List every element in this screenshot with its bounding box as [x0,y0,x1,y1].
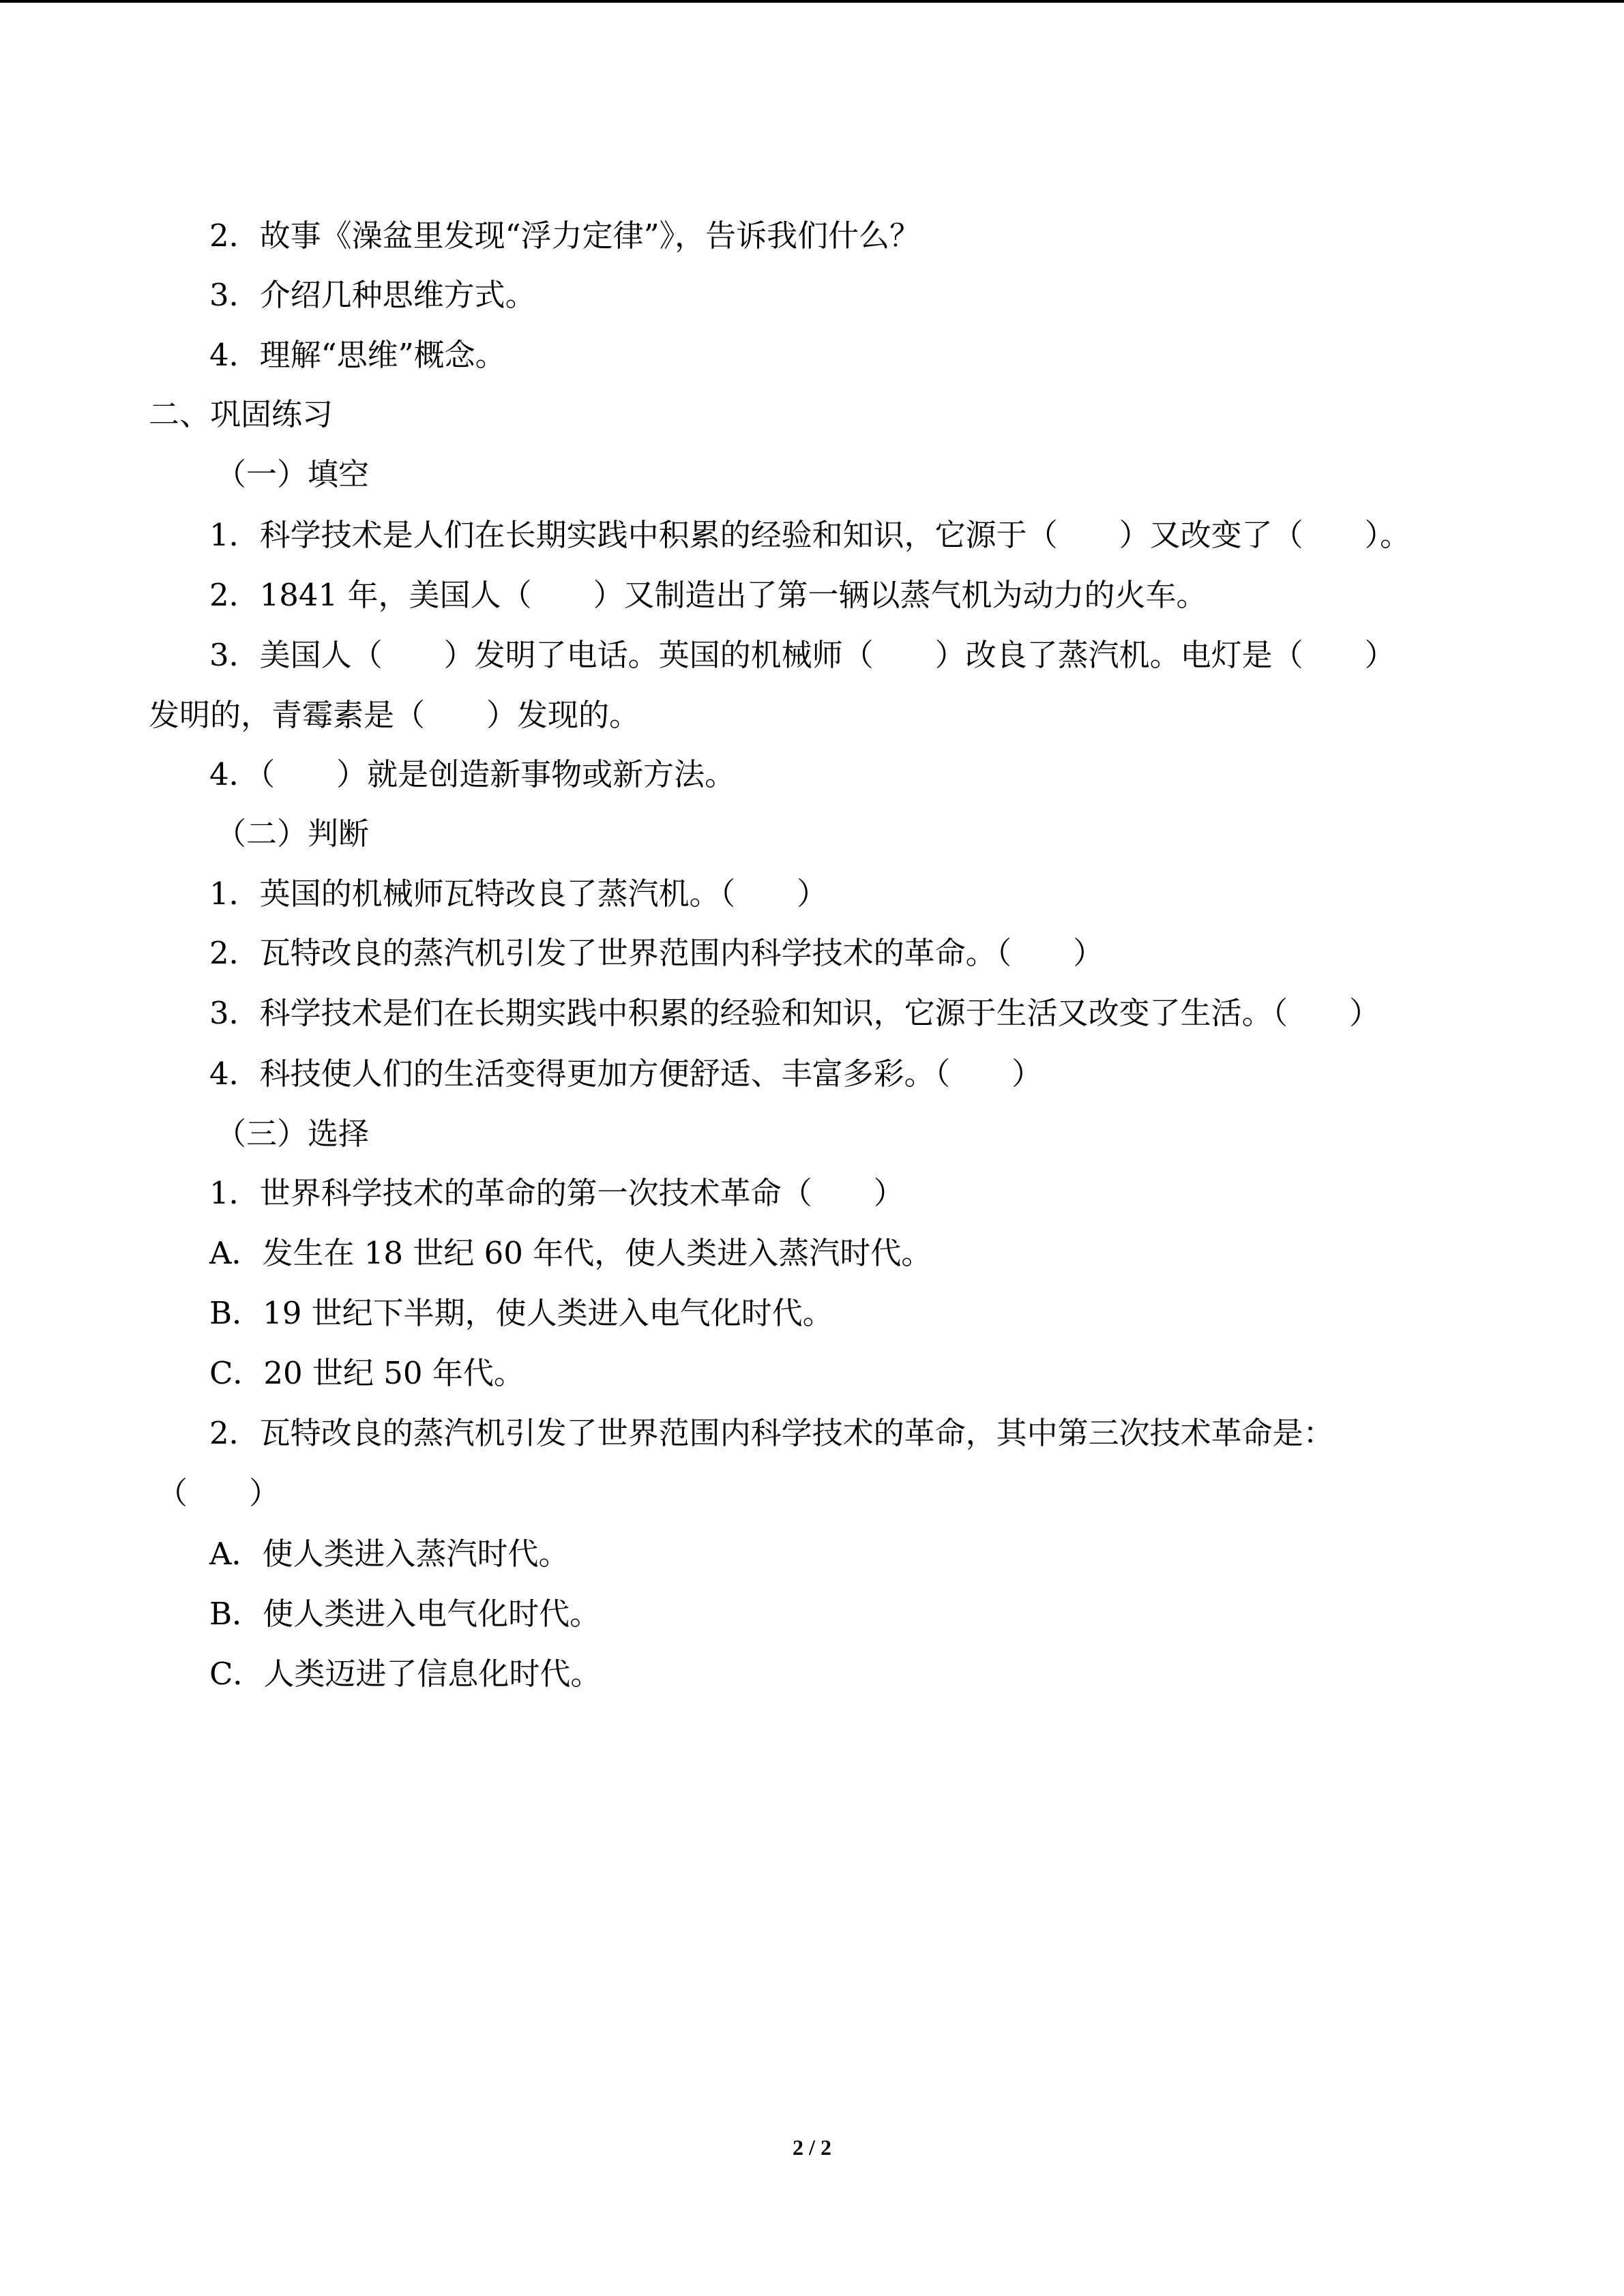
fill-question-1: 1．科学技术是人们在长期实践中积累的经验和知识，它源于（ ）又改变了（ ）。 [209,517,1411,553]
top-border-line [0,0,1624,3]
section-title-practice: 二、巩固练习 [149,396,334,432]
judge-question-4: 4．科技使人们的生活变得更加方便舒适、丰富多彩。（ ） [209,1056,1043,1092]
fill-question-2: 2．1841 年，美国人（ ）又制造出了第一辆以蒸气机为动力的火车。 [209,577,1207,613]
choice-question-2-blank: （ ） [157,1475,280,1511]
fill-question-3: 3．美国人（ ）发明了电话。英国的机械师（ ）改良了蒸汽机。电灯是（ ） [209,637,1396,673]
choice-question-1-option-b: B．19 世纪下半期，使人类进入电气化时代。 [209,1295,833,1331]
choice-question-1-option-c: C．20 世纪 50 年代。 [209,1355,525,1391]
fill-question-4: 4．（ ）就是创造新事物或新方法。 [209,756,736,792]
intro-question-3: 3．介绍几种思维方式。 [209,277,536,313]
intro-question-2: 2．故事《澡盆里发现“浮力定律”》，告诉我们什么？ [209,218,921,254]
choice-question-1-option-a: A．发生在 18 世纪 60 年代，使人类进入蒸汽时代。 [209,1235,932,1271]
choice-question-2: 2．瓦特改良的蒸汽机引发了世界范围内科学技术的革命，其中第三次技术革命是： [209,1415,1334,1451]
fill-question-3-continued: 发明的，青霉素是（ ）发现的。 [149,697,640,733]
subsection-title-choice: （三）选择 [216,1116,370,1152]
judge-question-1: 1．英国的机械师瓦特改良了蒸汽机。（ ） [209,876,828,912]
judge-question-2: 2．瓦特改良的蒸汽机引发了世界范围内科学技术的革命。（ ） [209,935,1104,971]
subsection-title-judge: （二）判断 [216,816,370,852]
page-number: 2 / 2 [793,2135,831,2160]
intro-question-4: 4．理解“思维”概念。 [209,337,506,373]
choice-question-2-option-c: C．人类迈进了信息化时代。 [209,1656,602,1692]
judge-question-3: 3．科学技术是们在长期实践中积累的经验和知识，它源于生活又改变了生活。（ ） [209,995,1381,1031]
choice-question-1: 1．世界科学技术的革命的第一次技术革命（ ） [209,1175,904,1211]
choice-question-2-option-b: B．使人类进入电气化时代。 [209,1596,601,1632]
choice-question-2-option-a: A．使人类进入蒸汽时代。 [209,1536,570,1572]
subsection-title-fill: （一）填空 [216,456,370,492]
